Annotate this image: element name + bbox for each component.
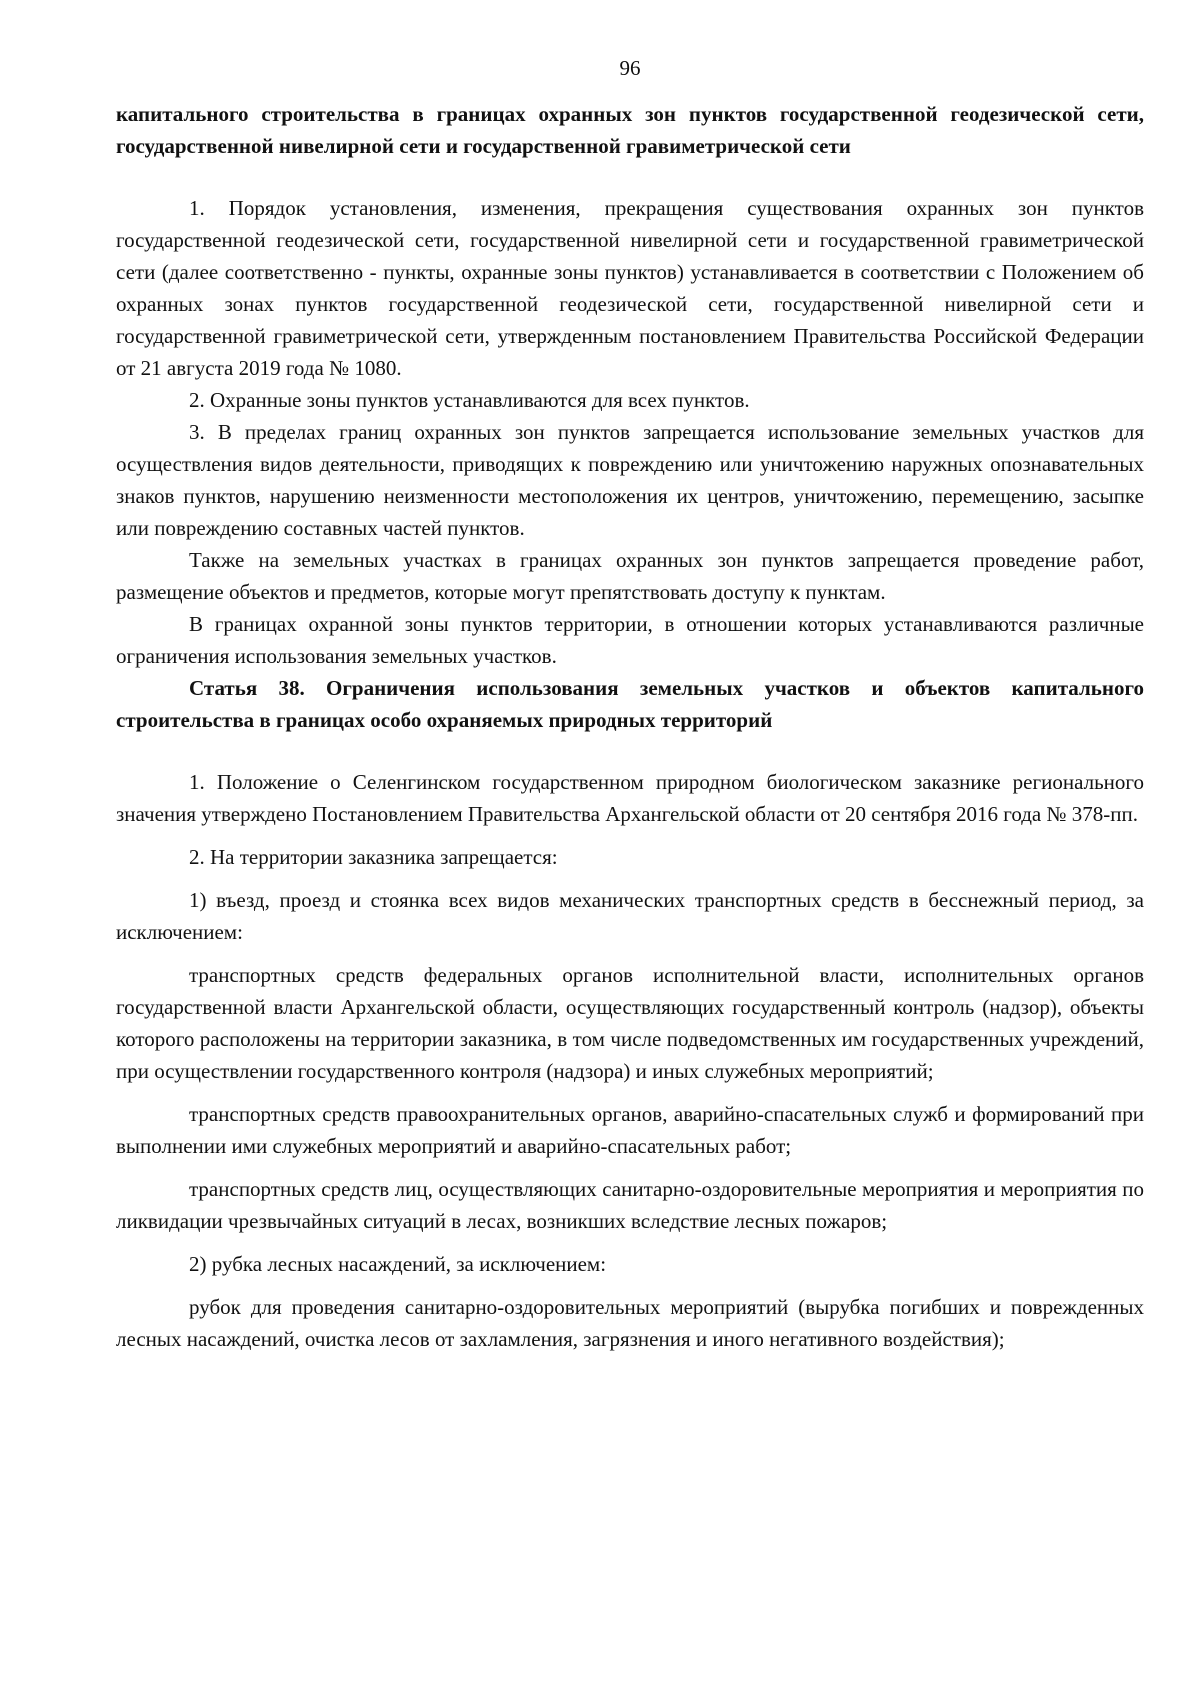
section-38-body [116,766,1144,1355]
paragraph: 2. На территории заказника запрещается: [189,845,558,869]
paragraph: транспортных средств правоохранительных органов, аварийно-спасательных служб и формирований при выполнении ими служебных мероприятий и аварийно-спасательных работ; [116,1102,1144,1158]
paragraph: 1. Положение о Селенгинском государственном природном биологическом заказнике регионального значения утверждено Постановлением Правительства Архангельской области от 20 сентября 2016 года № 378-пп. [116,770,1144,826]
paragraph: транспортных средств лиц, осуществляющих санитарно-оздоровительные мероприятия и мероприятия по ликвидации чрезвычайных ситуаций в лесах, возникших вследствие лесных пожаров; [116,1177,1144,1233]
paragraph: 3. В пределах границ охранных зон пунктов запрещается использование земельных участков для осуществления видов деятельности, приводящих к повреждению или уничтожению наружных опознавательных знаков пунктов, нарушению неизменности местоположения их центров, уничтожению, перемещению, засыпке или повреждению составных частей пунктов. [116,420,1144,540]
paragraph: Также на земельных участках в границах охранных зон пунктов запрещается проведение работ, размещение объектов и предметов, которые могут препятствовать доступу к пунктам. [116,548,1144,604]
section-37-body [116,192,1144,672]
document-page [116,52,1144,1355]
section-37-heading: капитального строительства в границах охранных зон пунктов государственной геодезической сети, государственной нивелирной сети и государственной гравиметрической сети [116,102,1144,158]
paragraph: 1) въезд, проезд и стоянка всех видов механических транспортных средств в бесснежный период, за исключением: [116,888,1144,944]
paragraph: 2) рубка лесных насаждений, за исключением: [189,1252,607,1276]
paragraph: рубок для проведения санитарно-оздоровительных мероприятий (вырубка погибших и поврежденных лесных насаждений, очистка лесов от захламления, загрязнения и иного негативного воздействия); [116,1295,1144,1351]
page-number: 96 [619,56,641,80]
section-38-heading: Статья 38. Ограничения использования земельных участков и объектов капитального строительства в границах особо охраняемых природных территорий [116,676,1144,732]
paragraph: 1. Порядок установления, изменения, прекращения существования охранных зон пунктов государственной геодезической сети, государственной нивелирной сети и государственной гравиметрической сети (далее соответственно - пункты, охранные зоны пунктов) устанавливается в соответствии с Положением об охранных зонах пунктов государственной геодезической сети, государственной нивелирной сети и государственной гравиметрической сети, утвержденным постановлением Правительства Российской Федерации от 21 августа 2019 года № 1080. [116,196,1144,380]
paragraph: В границах охранной зоны пунктов территории, в отношении которых устанавливаются различные ограничения использования земельных участков. [116,612,1144,668]
paragraph: транспортных средств федеральных органов исполнительной власти, исполнительных органов государственной власти Архангельской области, осуществляющих государственный контроль (надзор), объекты которого расположены на территории заказника, в том числе подведомственных им государственных учреждений, при осуществлении государственного контроля (надзора) и иных служебных мероприятий; [116,963,1144,1083]
paragraph: 2. Охранные зоны пунктов устанавливаются для всех пунктов. [189,388,750,412]
